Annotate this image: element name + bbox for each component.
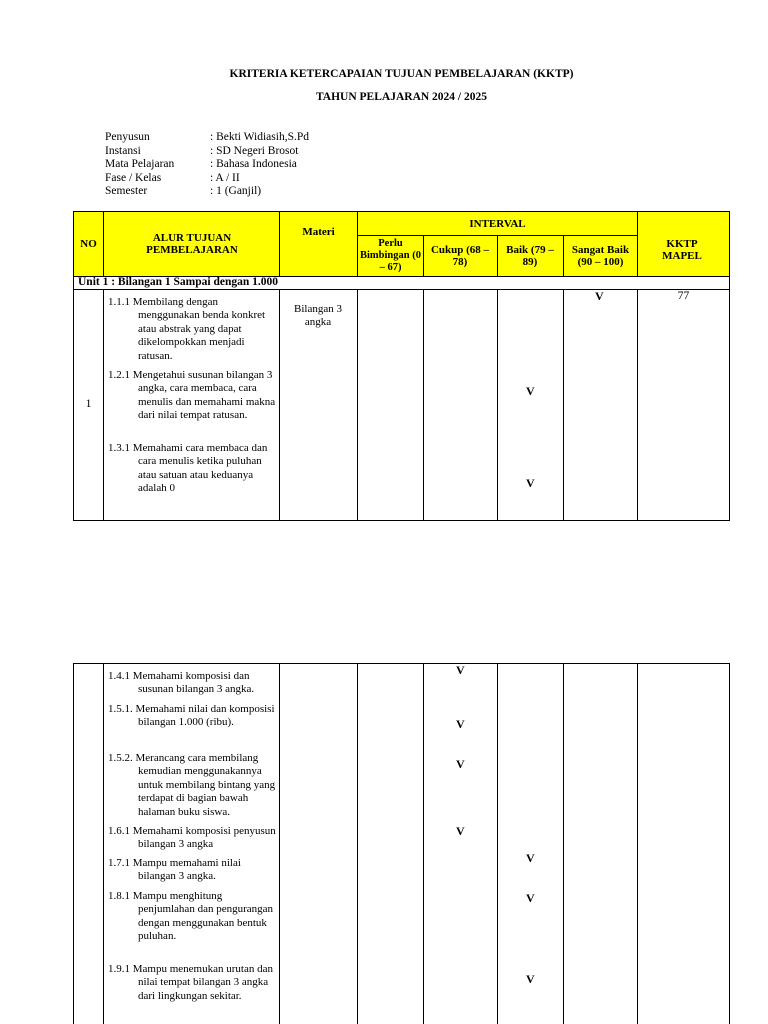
document-title: KRITERIA KETERCAPAIAN TUJUAN PEMBELAJARAN (KKTP) xyxy=(229,68,574,80)
tp-item-1-7-1: 1.7.1 Mampu memahami nilai bilangan 3 angka. xyxy=(108,857,241,883)
check-mark-baik: V xyxy=(526,851,535,865)
info-label-instansi: Instansi xyxy=(105,144,141,157)
rule xyxy=(563,289,564,521)
rule xyxy=(73,289,730,290)
rule xyxy=(637,211,638,276)
header-cukup: Cukup (68 – 78) xyxy=(430,244,490,268)
header-interval: INTERVAL xyxy=(469,217,526,230)
tp-item-1-8-1: 1.8.1 Mampu menghitung penjumlahan dan pengurangan dengan menggunakan bentuk puluhan. xyxy=(108,890,274,943)
rule xyxy=(357,663,358,1024)
header-sangat-baik: Sangat Baik (90 – 100) xyxy=(571,244,630,268)
rule xyxy=(73,663,74,1024)
tp-item-1-4-1: 1.4.1 Memahami komposisi dan susunan bilangan 3 angka. xyxy=(108,670,255,696)
rule xyxy=(103,289,104,521)
rule xyxy=(357,289,358,521)
rule xyxy=(423,289,424,521)
tp-item-1-3-1: 1.3.1 Memahami cara membaca dan cara menulis ketika puluhan atau satuan atau keduanya adalah 0 xyxy=(108,442,268,495)
info-value-instansi: : SD Negeri Brosot xyxy=(210,144,299,157)
tp-item-1-5-1: 1.5.1. Memahami nilai dan komposisi bilangan 1.000 (ribu). xyxy=(108,703,275,729)
info-label-semester: Semester xyxy=(105,185,148,197)
rule xyxy=(497,663,498,1024)
rule xyxy=(279,663,280,1024)
tp-item-1-6-1: 1.6.1 Memahami komposisi penyusun bilangan 3 angka xyxy=(108,825,276,851)
info-label-fase: Fase / Kelas xyxy=(105,171,162,184)
tp-item-1-2-1: 1.2.1 Mengetahui susunan bilangan 3 angka, cara membaca, cara menulis dan memahami makna dari nilai tempat ratusan. xyxy=(108,369,276,422)
header-materi: Materi xyxy=(302,226,335,238)
check-mark-sangat-baik: V xyxy=(595,289,604,303)
tp-item-1-1-1: 1.1.1 Membilang dengan menggunakan benda konkret atau abstrak yang dapat dikelompokkan menjadi ratusan. xyxy=(108,296,266,362)
check-mark-cukup: V xyxy=(456,757,465,771)
check-mark-cukup: V xyxy=(456,824,465,838)
tp-item-1-9-1: 1.9.1 Mampu menemukan urutan dan nilai tempat bilangan 3 angka dari lingkungan sekitar. xyxy=(108,963,273,1002)
rule xyxy=(103,663,104,1024)
rule xyxy=(637,289,638,521)
document-subtitle: TAHUN PELAJARAN 2024 / 2025 xyxy=(315,91,487,103)
check-mark-baik: V xyxy=(526,476,535,490)
check-mark-baik: V xyxy=(526,891,535,905)
rule xyxy=(423,235,424,276)
unit-label: Unit 1 : Bilangan 1 Sampai dengan 1.000 xyxy=(78,276,279,288)
kktp-value: 77 xyxy=(677,290,690,302)
header-no: NO xyxy=(80,238,97,250)
rule xyxy=(73,663,730,664)
rule xyxy=(103,211,104,276)
info-label-penyusun: Penyusun xyxy=(105,131,150,143)
rule xyxy=(729,211,730,521)
rule xyxy=(73,520,730,521)
header-alur: ALUR TUJUAN PEMBELAJARAN xyxy=(146,232,238,256)
info-value-fase: : A / II xyxy=(210,171,240,184)
check-mark-cukup: V xyxy=(456,717,465,731)
check-mark-cukup: V xyxy=(456,663,465,677)
rule xyxy=(497,289,498,521)
info-block xyxy=(105,131,405,201)
info-value-penyusun: : Bekti Widiasih,S.Pd xyxy=(210,131,310,143)
info-label-mapel: Mata Pelajaran xyxy=(105,158,175,170)
rule xyxy=(497,235,498,276)
header-perlu-bimbingan: Perlu Bimbingan (0 – 67) xyxy=(360,238,421,273)
row-number: 1 xyxy=(85,398,92,410)
rule xyxy=(563,663,564,1024)
check-mark-baik: V xyxy=(526,384,535,398)
rule xyxy=(729,663,730,1024)
header-baik: Baik (79 – 89) xyxy=(506,244,554,268)
materi-cell: Bilangan 3 angka xyxy=(294,303,342,329)
info-value-semester: : 1 (Ganjil) xyxy=(210,185,262,197)
rule xyxy=(423,663,424,1024)
header-kktp-mapel: KKTP MAPEL xyxy=(662,238,702,262)
tp-item-1-5-2: 1.5.2. Merancang cara membilang kemudian menggunakannya untuk membilang bintang yang terdapat di bagian bawah halaman buku siswa. xyxy=(108,752,276,818)
info-value-mapel: : Bahasa Indonesia xyxy=(210,158,297,170)
check-mark-baik: V xyxy=(526,972,535,986)
rule xyxy=(637,663,638,1024)
rule xyxy=(279,289,280,521)
